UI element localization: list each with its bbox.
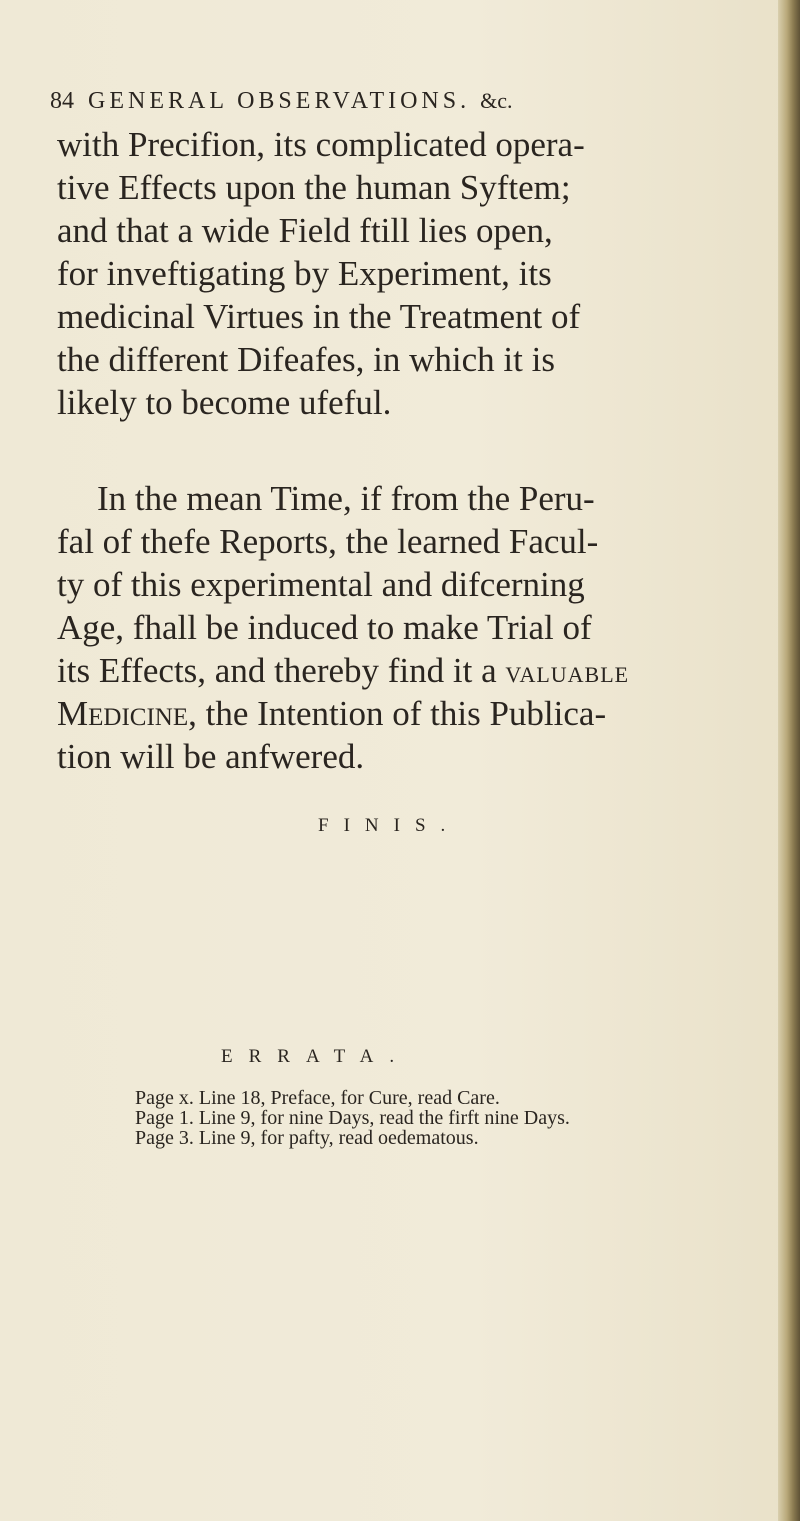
smallcaps-word: VALUABLE [505,662,630,687]
text-line: fal of thefe Reports, the learned Facul- [57,522,599,561]
errata-list [135,1088,755,1148]
running-title-etc: &c. [480,88,513,113]
text-line: In the mean Time, if from the Peru- [97,479,595,518]
errata-entry: Page x. Line 18, Preface, for Cure, read Care. [135,1087,500,1109]
smallcaps-word: Medicine [57,694,189,733]
text-segment: , the Intention of this Publica- [188,694,607,733]
text-line: tive Effects upon the human Syftem; [57,168,571,207]
body-text [57,123,737,778]
page-number: 84 [50,88,74,114]
text-line: with Precifion, its complicated opera- [57,125,585,164]
errata-heading: ERRATA. [221,1046,411,1067]
text-line: medicinal Virtues in the Treatment of [57,297,581,336]
text-line: ty of this experimental and difcerning [57,565,585,604]
text-line: tion will be anfwered. [57,737,365,776]
text-line: for inveftigating by Experiment, its [57,254,552,293]
errata-entry: Page 1. Line 9, for nine Days, read the firft nine Days. [135,1107,570,1129]
running-title: GENERAL OBSERVATIONS. [88,88,471,114]
text-line [57,649,737,692]
page-edge-binding [778,0,800,1521]
paragraph-gap [57,424,737,477]
text-segment: its Effects, and thereby find it a [57,651,506,690]
text-line: the different Difeafes, in which it is [57,340,555,379]
errata-entry: Page 3. Line 9, for pafty, read oedematous. [135,1127,479,1149]
running-header [50,88,740,120]
text-line: Age, fhall be induced to make Trial of [57,608,592,647]
finis-heading: FINIS. [318,815,461,836]
text-line: likely to become ufeful. [57,383,392,422]
text-line: and that a wide Field ftill lies open, [57,211,553,250]
text-line [57,692,737,735]
